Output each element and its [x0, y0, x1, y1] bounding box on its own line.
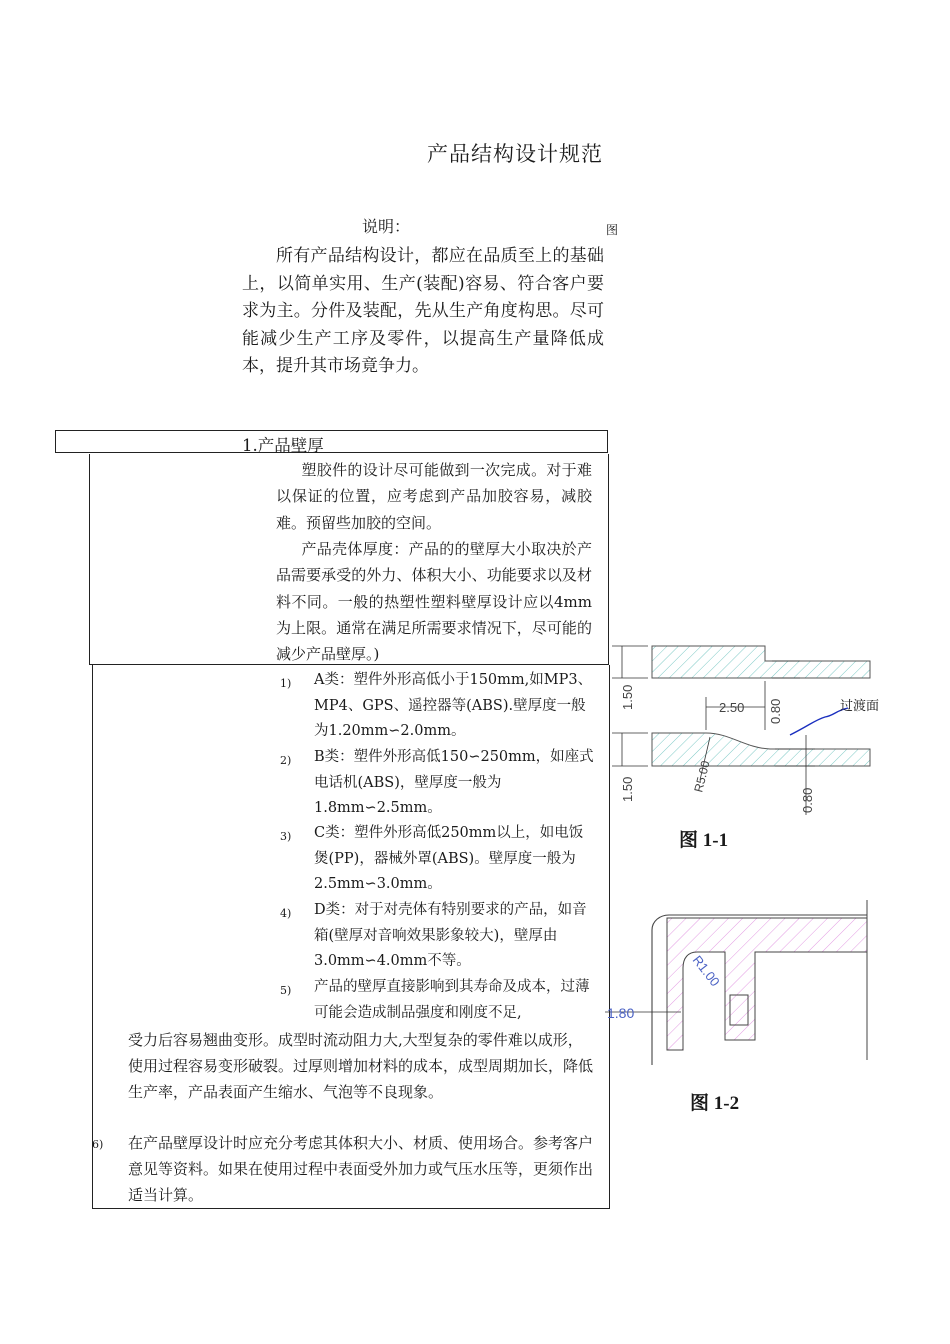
dim-label: R5.00 [691, 759, 713, 794]
dim-label: 1.50 [620, 776, 635, 802]
list-number: 5) [280, 984, 292, 997]
list-number: 3) [280, 830, 292, 843]
document-title: 产品结构设计规范 [427, 142, 603, 166]
list-item-a: A类：塑件外形高低小于150mm,如MP3、MP4、GPS、遥控器等(ABS).壁厚度一般为1.20mm∽2.0mm。 [314, 672, 593, 739]
list-item-e: 产品的壁厚直接影响到其寿命及成本，过薄可能会造成制品强度和刚度不足, [314, 979, 590, 1021]
section-title: 1.产品壁厚 [242, 436, 324, 455]
wall-paragraph-1: 塑胶件的设计尽可能做到一次完成。对于难以保证的位置，应考虑到产品加胶容易，减胶难。预留些加胶的空间。 [276, 461, 592, 532]
dim-label: 0.80 [800, 787, 815, 813]
list-item-f: 在产品壁厚设计时应充分考虑其体积大小、材质、使用场合。参考客户意见等资料。如果在使用过程中表面受外加力或气压水压等，更须作出适当计算。 [128, 1134, 594, 1204]
list-number: 1) [280, 677, 292, 690]
dim-label: 1.80 [607, 1005, 635, 1021]
list-number: 2) [280, 754, 292, 767]
list-item-c: C类：塑件外形高低250mm以上，如电饭煲(PP)，器械外罩(ABS)。壁厚度一般为2.5mm∽3.0mm。 [314, 825, 584, 892]
list-number: 6) [92, 1138, 104, 1151]
dim-label: 1.50 [620, 684, 635, 710]
intro-heading: 说明： [362, 217, 411, 236]
dim-label: R1.00 [689, 952, 723, 990]
wall-thickness-diagram [610, 635, 900, 825]
side-figure-mark: 图 [606, 223, 619, 237]
list-item-e-continued: 受力后容易翘曲变形。成型时流动阻力大,大型复杂的零件难以成形，使用过程容易变形破裂。过厚则增加材料的成本，成型周期加长，降低生产率，产品表面产生缩水、气泡等不良现象。 [128, 1031, 594, 1101]
section-title-box [55, 430, 608, 453]
list-item-d: D类：对于对壳体有特别要求的产品，如音箱(壁厚对音响效果影象较大)，壁厚由3.0mm∽4.0mm不等。 [314, 902, 587, 969]
figure-caption: 图 1-2 [690, 1093, 740, 1114]
wall-paragraph-2: 产品壳体厚度：产品的的壁厚大小取决於产品需要承受的外力、体积大小、功能要求以及材料不同。一般的热塑性塑料壁厚设计应以4mm为上限。通常在满足所需要求情况下，尽可能的减少产品壁厚。) [276, 540, 592, 664]
figure-caption: 图 1-1 [679, 830, 729, 851]
transition-surface-label: 过渡面 [840, 698, 880, 713]
list-number: 4) [280, 907, 292, 920]
dim-label: 2.50 [719, 700, 745, 715]
list-item-b: B类：塑件外形高低150∽250mm，如座式电话机(ABS)，壁厚度一般为1.8mm∽2.5mm。 [314, 749, 594, 816]
intro-paragraph: 所有产品结构设计，都应在品质至上的基础上，以简单实用、生产(装配)容易、符合客户要求为主。分件及装配，先从生产角度构思。尽可能减少生产工序及零件，以提高生产量降低成本，提升其市场竟争力。 [242, 246, 604, 376]
dim-label: 0.80 [768, 698, 783, 724]
corner-radius-diagram [605, 900, 875, 1070]
